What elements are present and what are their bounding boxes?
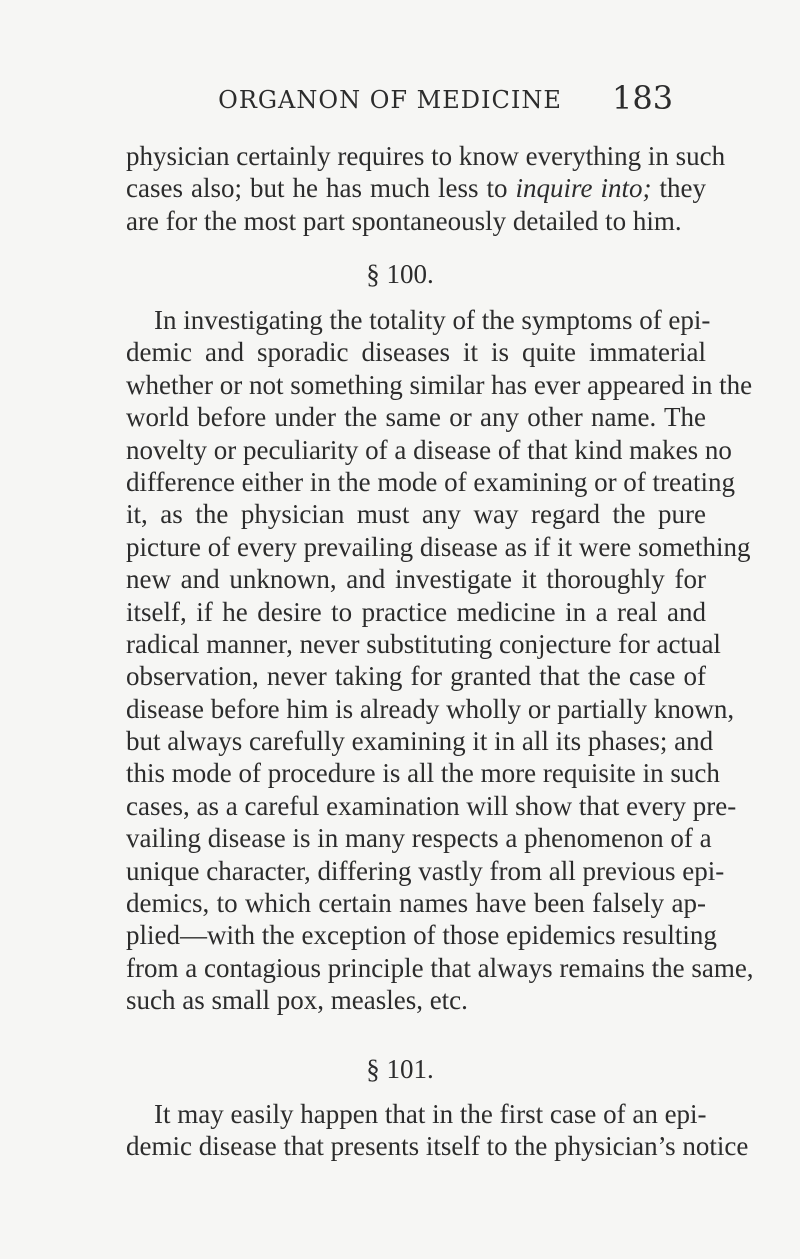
text-line: plied—with the exception of those epidemics resulting	[126, 920, 717, 951]
text-line: In investigating the totality of the symptoms of epi-	[154, 305, 711, 335]
text-line: It may easily happen that in the first case of an epi-	[154, 1099, 707, 1129]
text-line: but always carefully examining it in all its phases; and	[126, 726, 714, 757]
text-line: demics, to which certain names have been falsely ap-	[126, 888, 706, 919]
text-line: new and unknown, and investigate it thoroughly for	[126, 564, 706, 595]
text-line: radical manner, never substituting conjecture for actual	[126, 628, 721, 659]
running-title: ORGANON OF MEDICINE	[218, 86, 562, 114]
text-fragment: cases also; but he has much less to	[126, 173, 508, 204]
text-line: demic disease that presents itself to the physician’s notice	[126, 1131, 749, 1162]
paragraph-continuation	[126, 140, 726, 237]
text-line: vailing disease is in many respects a phenomenon of a	[126, 823, 712, 854]
text-line: are for the most part spontaneously detailed to him.	[126, 205, 682, 236]
section-heading-101: § 101.	[366, 1054, 434, 1084]
text-line: difference either in the mode of examining or of treating	[126, 466, 736, 497]
text-line: disease before him is already wholly or partially known,	[126, 693, 735, 724]
text-line: such as small pox, measles, etc.	[126, 985, 468, 1016]
text-line: world before under the same or any other name. The	[126, 402, 706, 433]
section-heading-100: § 100.	[366, 259, 434, 289]
page-number: 183	[612, 79, 674, 117]
text-line	[126, 172, 706, 204]
text-line: observation, never taking for granted that the case of	[126, 661, 706, 692]
text-line: novelty or peculiarity of a disease of that kind makes no	[126, 434, 732, 465]
text-line: physician certainly requires to know everything in such	[126, 141, 726, 171]
italic-phrase: inquire into;	[515, 173, 652, 204]
text-line: picture of every prevailing disease as if it were something	[126, 531, 751, 562]
text-line: itself, if he desire to practice medicine in a real and	[126, 596, 706, 627]
text-line: unique character, differing vastly from all previous epi-	[126, 855, 725, 886]
paragraph-section-101	[126, 1098, 749, 1163]
text-line: cases, as a careful examination will show that every pre-	[126, 790, 737, 821]
text-line: demic and sporadic diseases it is quite immaterial	[126, 337, 706, 368]
text-line: this mode of procedure is all the more requisite in such	[126, 758, 720, 789]
text-line: whether or not something similar has ever appeared in the	[126, 369, 753, 400]
text-fragment: they	[651, 173, 706, 204]
text-line: it, as the physician must any way regard the pure	[126, 499, 706, 530]
paragraph-section-100	[126, 304, 754, 1017]
text-line: from a contagious principle that always remains the same,	[126, 952, 754, 983]
